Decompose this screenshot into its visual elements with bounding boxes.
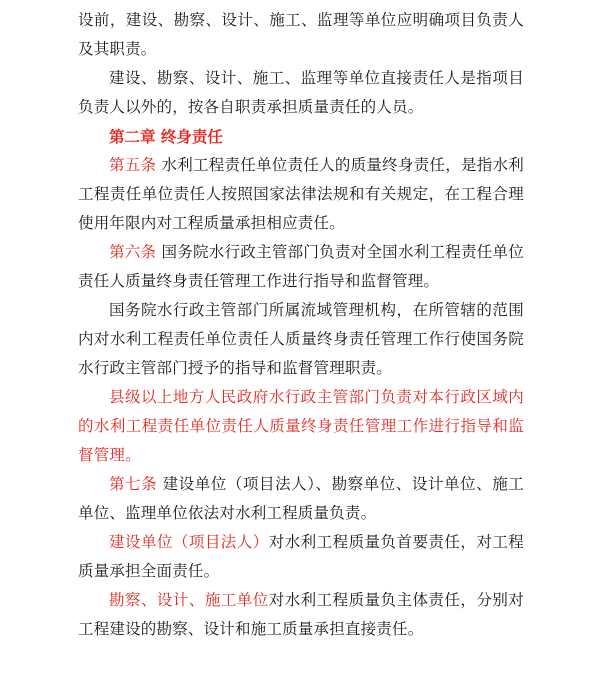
- article-7-label: 第七条: [109, 475, 158, 493]
- paragraph-construction-unit: [78, 528, 524, 586]
- document-page: [78, 6, 524, 644]
- construction-unit-highlight: 建设单位（项目法人）: [109, 533, 269, 551]
- construction-unit-text: 对水利工程质量负首要责任，对工程质量承担全面责任。: [78, 533, 524, 580]
- article-5: [78, 151, 524, 238]
- paragraph-direct-responsible: 建设、勘察、设计、施工、监理等单位直接责任人是指项目负责人以外的，按各自职责承担质量责任的人员。: [78, 69, 524, 116]
- article-6-label: 第六条: [109, 243, 157, 261]
- article-5-text: 水利工程责任单位责任人的质量终身责任，是指水利工程责任单位责任人按照国家法律法规和有关规定，在工程合理使用年限内对工程质量承担相应责任。: [78, 156, 524, 232]
- paragraph-continuation: 设前，建设、勘察、设计、施工、监理等单位应明确项目负责人及其职责。: [78, 11, 524, 58]
- paragraph-local-government: 县级以上地方人民政府水行政主管部门负责对本行政区域内的水利工程责任单位责任人质量终身责任管理工作进行指导和监督管理。: [78, 388, 524, 464]
- paragraph-basin-agency: 国务院水行政主管部门所属流域管理机构，在所管辖的范围内对水利工程责任单位责任人质量终身责任管理工作行使国务院水行政主管部门授予的指导和监督管理职责。: [78, 301, 524, 377]
- survey-design-highlight: 勘察、设计、施工单位: [109, 591, 269, 609]
- article-5-label: 第五条: [109, 156, 157, 174]
- article-7-text: 建设单位（项目法人）、勘察单位、设计单位、施工单位、监理单位依法对水利工程质量负责。: [78, 475, 524, 522]
- article-6: [78, 238, 524, 296]
- survey-design-text: 对水利工程质量负主体责任，分别对工程建设的勘察、设计和施工质量承担直接责任。: [78, 591, 524, 638]
- article-7: [78, 470, 524, 528]
- paragraph-survey-design-construction: [78, 586, 524, 644]
- chapter-heading: 第二章 终身责任: [109, 127, 223, 146]
- article-6-text: 国务院水行政主管部门负责对全国水利工程责任单位责任人质量终身责任管理工作进行指导和监督管理。: [78, 243, 524, 290]
